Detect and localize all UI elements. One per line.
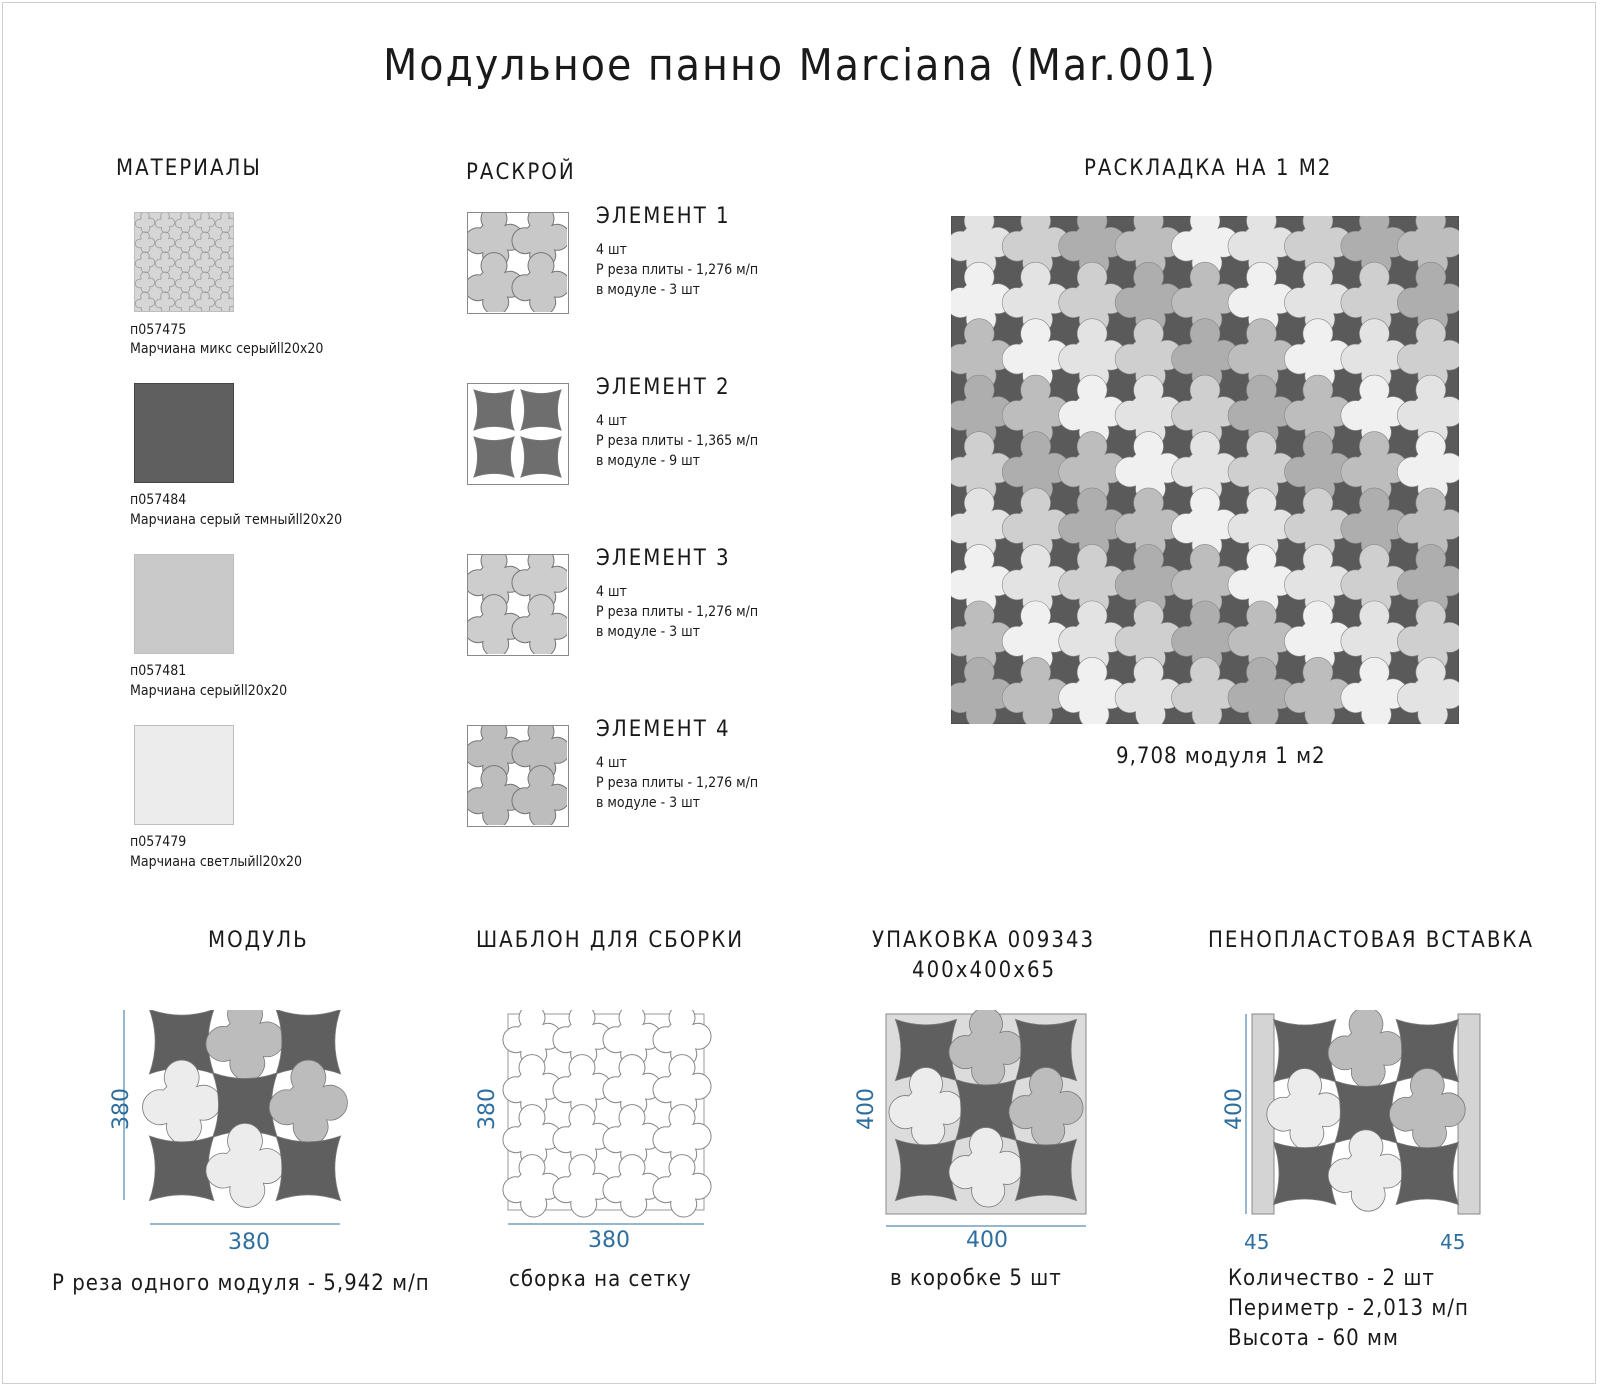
material-name: Марчиана светлыйll20х20 <box>130 854 302 870</box>
pattern-icon <box>135 213 233 311</box>
template-outline <box>553 1155 611 1217</box>
package-subheading: 400х400х65 <box>912 958 1057 983</box>
module-tile <box>1328 1010 1404 1089</box>
cut-shape-icon <box>468 726 567 825</box>
pattern-motif <box>215 252 233 273</box>
pattern-motif <box>175 272 194 293</box>
element-perimeter: Р реза плиты - 1,276 м/п <box>596 604 759 620</box>
module-tile <box>1396 1142 1459 1205</box>
pattern-motif <box>135 213 154 233</box>
pattern-motif <box>195 272 214 293</box>
pattern-motif <box>215 232 233 253</box>
module-tile <box>206 1010 284 1081</box>
cut-shape-icon <box>468 384 567 483</box>
foam-dim-right: 45 <box>1440 1230 1466 1254</box>
cut-piece <box>521 390 561 430</box>
cut-diagram <box>467 725 569 827</box>
module-tile <box>1273 1142 1336 1205</box>
foam-drawing <box>1222 1010 1492 1250</box>
foam-heading: ПЕНОПЛАСТОВАЯ ВСТАВКА <box>1208 928 1534 953</box>
module-tile <box>276 1136 341 1201</box>
cut-diagram <box>467 554 569 656</box>
pattern-motif <box>215 272 233 293</box>
template-outline <box>603 1155 661 1217</box>
element-in-module: в модуле - 9 шт <box>596 453 701 469</box>
pattern-motif <box>155 252 174 273</box>
template-graphic <box>472 1010 712 1250</box>
element-qty: 4 шт <box>596 413 627 429</box>
template-heading: ШАБЛОН ДЛЯ СБОРКИ <box>476 928 745 953</box>
element-in-module: в модуле - 3 шт <box>596 795 701 811</box>
package-drawing <box>852 1010 1092 1250</box>
cut-diagram <box>467 212 569 314</box>
module-heading: МОДУЛЬ <box>208 928 309 953</box>
pattern-motif <box>215 213 233 233</box>
foam-line: Количество - 2 шт <box>1228 1266 1435 1291</box>
pattern-motif <box>135 252 154 273</box>
element-perimeter: Р реза плиты - 1,365 м/п <box>596 433 759 449</box>
layout-panel <box>951 216 1459 724</box>
foam-dim-vertical: 400 <box>1222 1088 1247 1130</box>
module-dim-vertical: 380 <box>109 1088 134 1130</box>
material-code: п057475 <box>130 322 187 338</box>
pattern-motif <box>155 232 174 253</box>
template-outline <box>503 1155 561 1217</box>
material-swatch <box>134 383 234 483</box>
module-drawing <box>104 1010 364 1250</box>
foam-graphic <box>1222 1010 1492 1250</box>
materials-heading: МАТЕРИАЛЫ <box>116 156 262 181</box>
material-swatch <box>134 212 234 312</box>
pattern-motif <box>135 292 154 311</box>
material-code: п057481 <box>130 663 187 679</box>
cut-piece <box>521 437 561 477</box>
element-title: ЭЛЕМЕНТ 1 <box>596 204 731 229</box>
element-in-module: в модуле - 3 шт <box>596 624 701 640</box>
package-dim-vertical: 400 <box>854 1088 879 1130</box>
template-outline <box>653 1155 711 1217</box>
layout-caption: 9,708 модуля 1 м2 <box>1116 744 1326 769</box>
module-tile <box>149 1136 214 1201</box>
module-dim-horizontal: 380 <box>228 1230 270 1255</box>
material-name: Марчиана микс серыйll20х20 <box>130 341 324 357</box>
material-name: Марчиана серый темныйll20х20 <box>130 512 343 528</box>
element-qty: 4 шт <box>596 755 627 771</box>
pattern-motif <box>135 232 154 253</box>
foam-dim-left: 45 <box>1244 1230 1270 1254</box>
module-tile <box>895 1139 956 1200</box>
element-title: ЭЛЕМЕНТ 2 <box>596 375 731 400</box>
element-title: ЭЛЕМЕНТ 4 <box>596 717 731 742</box>
cut-shape-icon <box>468 555 567 654</box>
element-title: ЭЛЕМЕНТ 3 <box>596 546 731 571</box>
pattern-motif <box>155 292 174 311</box>
page-title: Модульное панно Marciana (Mar.001) <box>383 40 1217 91</box>
material-swatch <box>134 554 234 654</box>
pattern-motif <box>195 292 214 311</box>
module-tile <box>1015 1139 1076 1200</box>
element-qty: 4 шт <box>596 584 627 600</box>
pattern-motif <box>175 252 194 273</box>
cut-piece <box>474 390 514 430</box>
pattern-motif <box>175 213 194 233</box>
pattern-motif <box>215 292 233 311</box>
pattern-motif <box>195 232 214 253</box>
pattern-motif <box>155 213 174 233</box>
cut-piece <box>474 437 514 477</box>
pattern-motif <box>175 232 194 253</box>
material-code: п057479 <box>130 834 187 850</box>
cutting-heading: РАСКРОЙ <box>466 160 576 185</box>
material-swatch <box>134 725 234 825</box>
template-caption: сборка на сетку <box>509 1267 692 1292</box>
template-drawing <box>472 1010 712 1250</box>
cut-piece <box>512 253 567 312</box>
element-qty: 4 шт <box>596 242 627 258</box>
material-name: Марчиана серыйll20х20 <box>130 683 288 699</box>
element-perimeter: Р реза плиты - 1,276 м/п <box>596 775 759 791</box>
tile-layout-graphic <box>951 216 1459 724</box>
pattern-motif <box>195 252 214 273</box>
cut-piece <box>512 595 567 654</box>
cut-shape-icon <box>468 213 567 312</box>
layout-heading: РАСКЛАДКА НА 1 М2 <box>1084 156 1333 181</box>
element-perimeter: Р реза плиты - 1,276 м/п <box>596 262 759 278</box>
pattern-motif <box>155 272 174 293</box>
pattern-motif <box>195 213 214 233</box>
element-in-module: в модуле - 3 шт <box>596 282 701 298</box>
module-graphic <box>104 1010 364 1250</box>
package-caption: в коробке 5 шт <box>890 1266 1062 1291</box>
module-caption: Р реза одного модуля - 5,942 м/п <box>52 1271 430 1296</box>
foam-line: Периметр - 2,013 м/п <box>1228 1296 1469 1321</box>
cut-piece <box>512 766 567 825</box>
template-dim-vertical: 380 <box>475 1088 500 1130</box>
foam-line: Высота - 60 мм <box>1228 1326 1399 1351</box>
pattern-motif <box>135 272 154 293</box>
material-code: п057484 <box>130 492 187 508</box>
package-dim-horizontal: 400 <box>966 1228 1008 1253</box>
pattern-motif <box>175 292 194 311</box>
template-dim-horizontal: 380 <box>588 1228 630 1253</box>
package-heading: УПАКОВКА 009343 <box>872 928 1096 953</box>
cut-diagram <box>467 383 569 485</box>
package-graphic <box>852 1010 1092 1250</box>
